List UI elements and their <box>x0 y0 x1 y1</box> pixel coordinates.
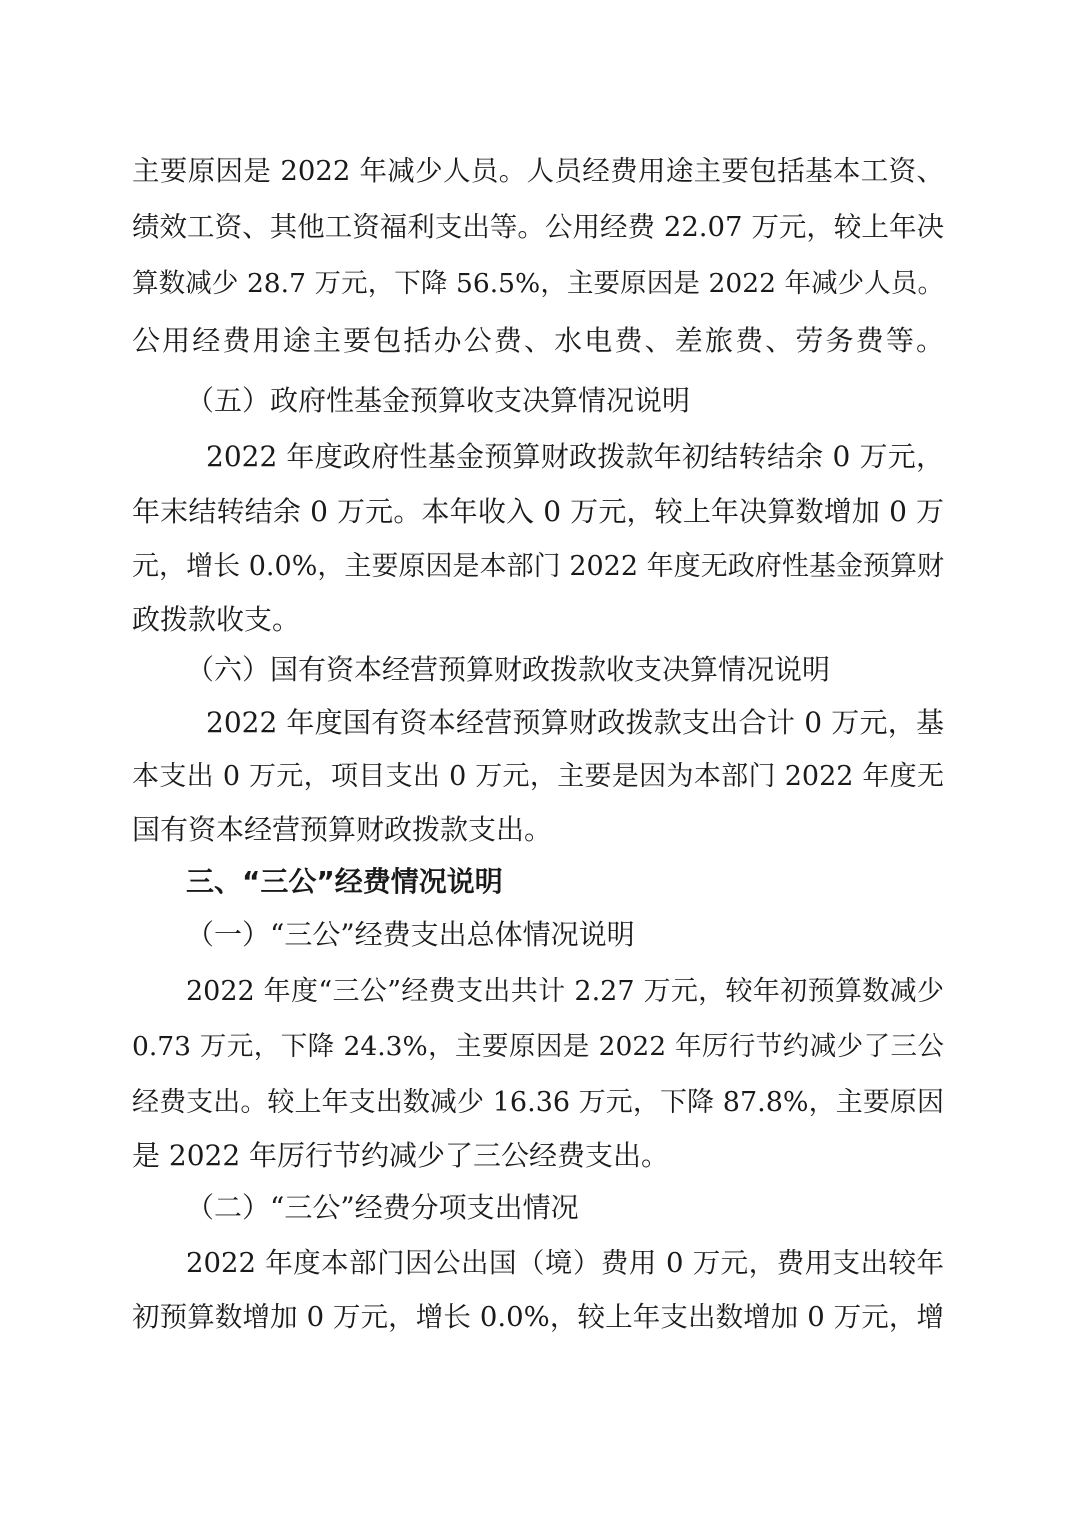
paragraph-line: 0.73 万元，下降 24.3%，主要原因是 2022 年厉行节约减少了三公 <box>132 1031 944 1062</box>
paragraph-line: 是 2022 年厉行节约减少了三公经费支出。 <box>132 1139 670 1172</box>
paragraph-line: 政拨款收支。 <box>132 603 301 636</box>
paragraph-line: 2022 年度国有资本经营预算财政拨款支出合计 0 万元，基 <box>206 706 944 739</box>
paragraph-line: 年末结转结余 0 万元。本年收入 0 万元，较上年决算数增加 0 万 <box>132 495 944 528</box>
paragraph-line: 初预算数增加 0 万元，增长 0.0%，较上年支出数增加 0 万元，增 <box>132 1301 944 1333</box>
paragraph-line: 经费支出。较上年支出数减少 16.36 万元，下降 87.8%，主要原因 <box>132 1087 944 1118</box>
section-heading-2: （二）“三公”经费分项支出情况 <box>186 1191 579 1224</box>
paragraph-line: 本支出 0 万元，项目支出 0 万元，主要是因为本部门 2022 年度无 <box>132 761 944 792</box>
paragraph-line: 主要原因是 2022 年减少人员。人员经费用途主要包括基本工资、 <box>132 155 944 187</box>
paragraph-line: 2022 年度“三公”经费支出共计 2.27 万元，较年初预算数减少 <box>186 976 944 1007</box>
paragraph-line: 2022 年度本部门因公出国（境）费用 0 万元，费用支出较年 <box>186 1247 944 1279</box>
paragraph-line: 2022 年度政府性基金预算财政拨款年初结转结余 0 万元， <box>206 440 944 473</box>
section-heading-5: （五）政府性基金预算收支决算情况说明 <box>186 384 691 417</box>
section-heading-1: （一）“三公”经费支出总体情况说明 <box>186 918 635 951</box>
chapter-heading-3: 三、“三公”经费情况说明 <box>186 865 503 898</box>
paragraph-line: 公用经费用途主要包括办公费、水电费、差旅费、劳务费等。 <box>132 324 944 357</box>
paragraph-line: 元，增长 0.0%，主要原因是本部门 2022 年度无政府性基金预算财 <box>132 551 944 582</box>
paragraph-line: 绩效工资、其他工资福利支出等。公用经费 22.07 万元，较上年决 <box>132 211 944 243</box>
section-heading-6: （六）国有资本经营预算财政拨款收支决算情况说明 <box>186 653 831 686</box>
paragraph-line: 算数减少 28.7 万元，下降 56.5%，主要原因是 2022 年减少人员。 <box>132 268 944 299</box>
paragraph-line: 国有资本经营预算财政拨款支出。 <box>132 813 553 846</box>
